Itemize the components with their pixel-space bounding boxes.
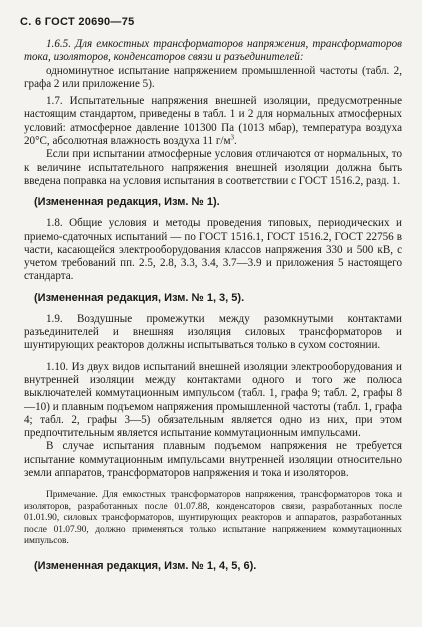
page-header: С. 6 ГОСТ 20690—75: [20, 16, 135, 28]
paragraph-1-7: [24, 95, 402, 148]
paragraph-1-6-5-text: одноминутное испытание напряжением промышленной частоты (табл. 2, графа 2 или приложение 5).: [24, 64, 402, 90]
paragraph-1-10-b: В случае испытания плавным подъемом напряжения не требуется испытание коммутационным импульсами внутренней изоляции относительно земли аппаратов, трансформаторов напряжения и тока и изоляторов.: [24, 440, 402, 480]
paragraph-1-9: 1.9. Воздушные промежутки между разомкнутыми контактами разъединителей и внешняя изоляция силовых трансформаторов и шунтирующих реакторов должны испытываться только в сухом состоянии.: [24, 312, 402, 352]
edition-note-3: (Измененная редакция, Изм. № 1, 4, 5, 6).: [34, 559, 257, 572]
paragraph-1-7-b: Если при испытании атмосферные условия отличаются от нормальных, то к величине испытательного напряжения внешней изоляции должна быть введена поправка на условия испытания в соответствии с ГОСТ 1516.2, разд. 1.: [24, 148, 402, 187]
paragraph-1-6-5: [24, 38, 402, 65]
edition-note-2: (Измененная редакция, Изм. № 1, 3, 5).: [34, 291, 245, 304]
paragraph-1-7-text: 1.7. Испытательные напряжения внешней изоляции, предусмотренные настоящим стандартом, приведены в табл. 1 и 2 для нормальных атмосферных условий: атмосферное давление 101300 Па (1013 мбар), температура воздуха 20°С, абсолютная влажность воздуха 11 г/м: [24, 95, 402, 148]
footnote-note: Примечание. Для емкостных трансформаторов напряжения, трансформаторов тока и изоляторов, разработанных после 01.07.88, конденсаторов связи, разработанных после 01.01.90, силовых трансформаторов, шунтирующих реакторов и аппаратов, разработанных после 01.07.90, должно применяться только испытание напряжением коммутационных импульсов.: [24, 490, 402, 547]
paragraph-1-10: 1.10. Из двух видов испытаний внешней изоляции электрооборудования и внутренней изоляции между контактами одного и того же полюса выключателей коммутационным импульсом (табл. 1, графа 9; табл. 2, графы 8—10) и плавным подъемом напряжения промышленной частоты (табл. 1, графа 4; табл. 2, графы 3—5) обязательным является одно из них, при этом предпочтительным является испытание коммутационным импульсами.: [24, 360, 402, 440]
paragraph-1-7-end: .: [234, 135, 237, 148]
superscript-3: 3: [230, 133, 235, 142]
edition-note-1: (Измененная редакция, Изм. № 1).: [34, 196, 220, 209]
paragraph-1-6-5-italic: 1.6.5. Для емкостных трансформаторов напряжения, трансформаторов тока, изоляторов, конденсаторов связи и разъединителей:: [24, 38, 402, 64]
paragraph-1-8: 1.8. Общие условия и методы проведения типовых, периодических и приемо-сдаточных испытаний — по ГОСТ 1516.1, ГОСТ 1516.2, ГОСТ 22756 в части, касающейся электрооборудования классов напряжения 330 и 500 кВ, с учетом требований пп. 2.5, 2.8, 3.3, 3.4, 3.7—3.9 и приложения 5 настоящего стандарта.: [24, 217, 402, 283]
